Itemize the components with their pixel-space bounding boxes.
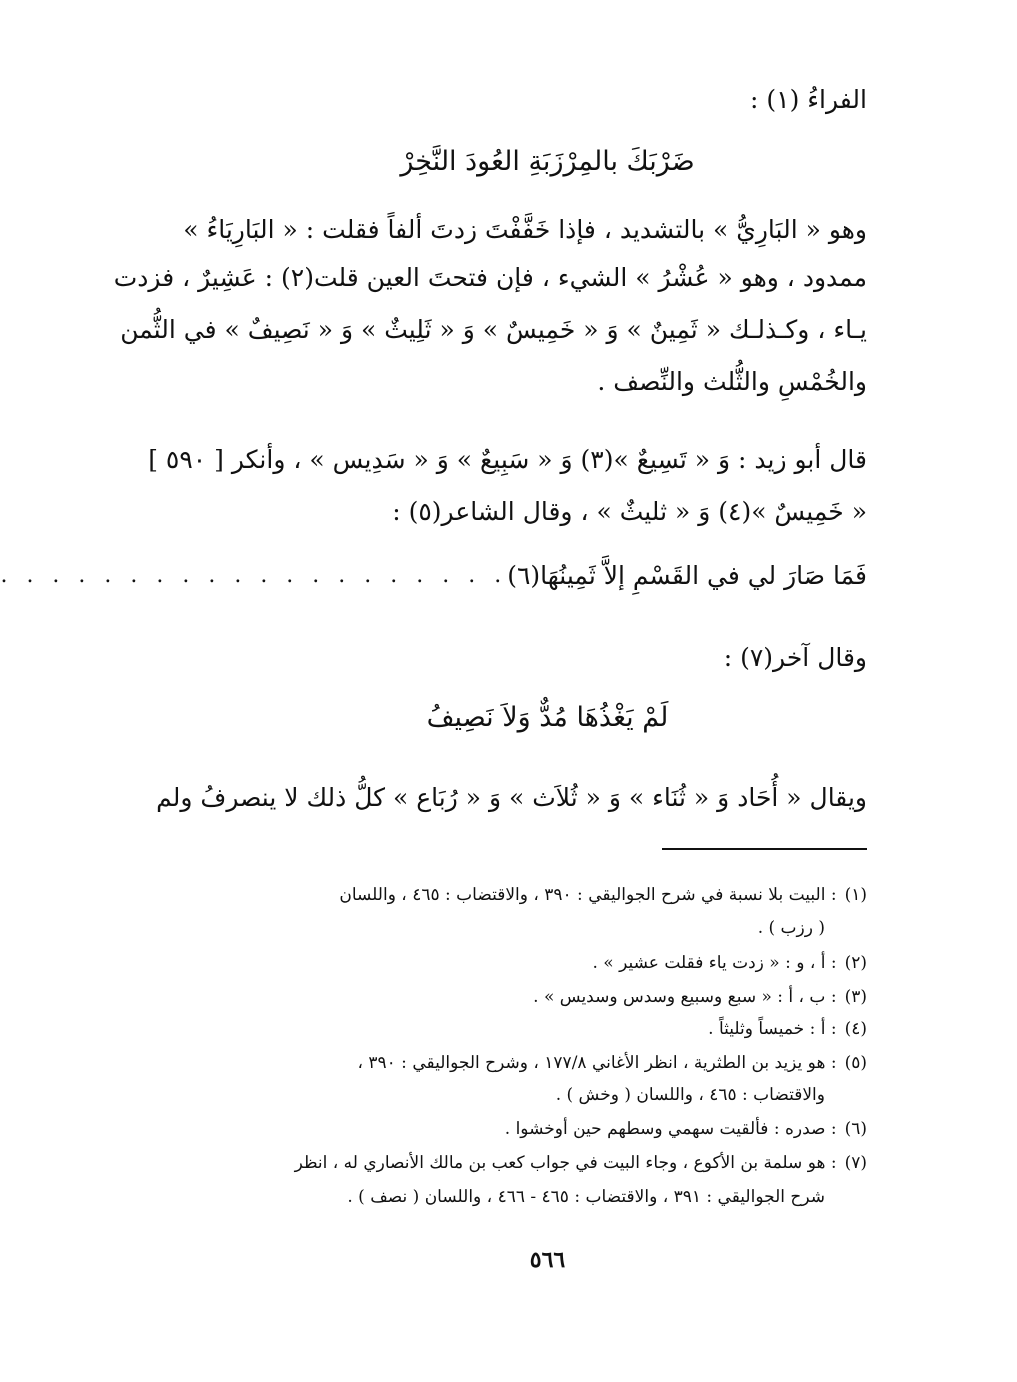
text-line-5: والخُمْسِ والثُّلث والنِّصف .	[597, 367, 867, 396]
text-line-7: « خَمِيسٌ »(٤) وَ « ثليثٌ » ، وقال الشاعر(٥) :	[392, 497, 867, 526]
text-line-3: ممدود ، وهو « عُشْرُ » الشيء ، فإن فتحتَ العين قلت(٢) : عَشِيرٌ ، فزدت	[113, 263, 867, 292]
footnote-3	[228, 982, 867, 1013]
verse-hemistich: فَمَا صَارَ لي في القَسْمِ إلاَّ ثَمِينُهَا(٦)	[507, 561, 867, 590]
footnote-1-continuation: ( رزب ) .	[757, 918, 825, 938]
footnote-divider	[662, 848, 867, 850]
footnote-number: (٣)	[844, 987, 867, 1007]
verse-ellipsis: . . . . . . . . . . . . . . . . . . . .	[0, 563, 508, 588]
text-line-1: الفراءُ (١) :	[750, 85, 867, 114]
text-line-6: قال أبو زيد : وَ « تَسِيعٌ »(٣) وَ « سَبِيعٌ » وَ « سَدِيس » ، وأنكر [ ٥٩٠ ]	[148, 445, 867, 474]
verse-line-3: لَمْ يَغْذُهَا مُدٌّ وَلاَ نَصِيفُ	[426, 702, 669, 733]
footnote-number: (١)	[844, 885, 867, 905]
footnote-number: (٦)	[844, 1119, 867, 1139]
text-line-9: ويقال « أُحَاد وَ « ثُنَاء » وَ « ثُلاَث » وَ « رُبَاع » كلُّ ذلك لا ينصرفُ ولم	[156, 783, 867, 812]
footnote-number: (٢)	[844, 953, 867, 973]
page-number: ٥٦٦	[529, 1247, 566, 1273]
footnote-number: (٧)	[844, 1153, 867, 1173]
footnote-number: (٥)	[844, 1053, 867, 1073]
text-line-2: وهو « البَارِيُّ » بالتشديد ، فإذا خَفَّفْتَ زدتَ ألفاً فقلت : « البَارِيَاءُ »	[183, 215, 867, 244]
footnote-1	[228, 880, 867, 911]
footnote-text: : أ ، و : « زدت ياء فقلت عشير » .	[592, 953, 837, 973]
verse-line-2	[0, 556, 867, 596]
footnote-2	[228, 948, 867, 979]
footnote-text: : ب ، أ : « سبع وسبيع وسدس وسديس » .	[533, 987, 837, 1007]
text-line-8: وقال آخر(٧) :	[723, 643, 867, 672]
verse-line-1: ضَرْبَكَ بالمِرْزَبَةِ العُودَ النَّخِرْ	[400, 146, 695, 177]
footnote-text: : هو سلمة بن الأكوع ، وجاء البيت في جواب كعب بن مالك الأنصاري له ، انظر	[294, 1153, 837, 1173]
text-line-4: يـاء ، وكـذلـك « ثَمِينٌ » وَ « خَمِيسٌ » وَ « ثَلِيثٌ » وَ « نَصِيفٌ » في الثُّمن	[120, 315, 867, 344]
footnote-5-continuation: والاقتضاب : ٤٦٥ ، واللسان ( وخش ) .	[555, 1085, 825, 1105]
footnote-6	[228, 1114, 867, 1145]
footnote-text: : هو يزيد بن الطثرية ، انظر الأغاني ١٧٧/٨ ، وشرح الجواليقي : ٣٩٠ ،	[357, 1053, 837, 1073]
footnote-text: : أ : خميساً وثليثاً .	[708, 1019, 837, 1039]
footnote-number: (٤)	[844, 1019, 867, 1039]
footnote-7-continuation: شرح الجواليقي : ٣٩١ ، والاقتضاب : ٤٦٥ - ٤٦٦ ، واللسان ( نصف ) .	[347, 1187, 825, 1207]
footnote-5	[228, 1048, 867, 1079]
footnote-4	[228, 1014, 867, 1045]
footnote-text: : صدره : فألقيت سهمي وسطهم حين أوخشوا .	[504, 1119, 837, 1139]
footnote-text: : البيت بلا نسبة في شرح الجواليقي : ٣٩٠ ، والاقتضاب : ٤٦٥ ، واللسان	[339, 885, 837, 905]
footnote-7	[228, 1148, 867, 1179]
